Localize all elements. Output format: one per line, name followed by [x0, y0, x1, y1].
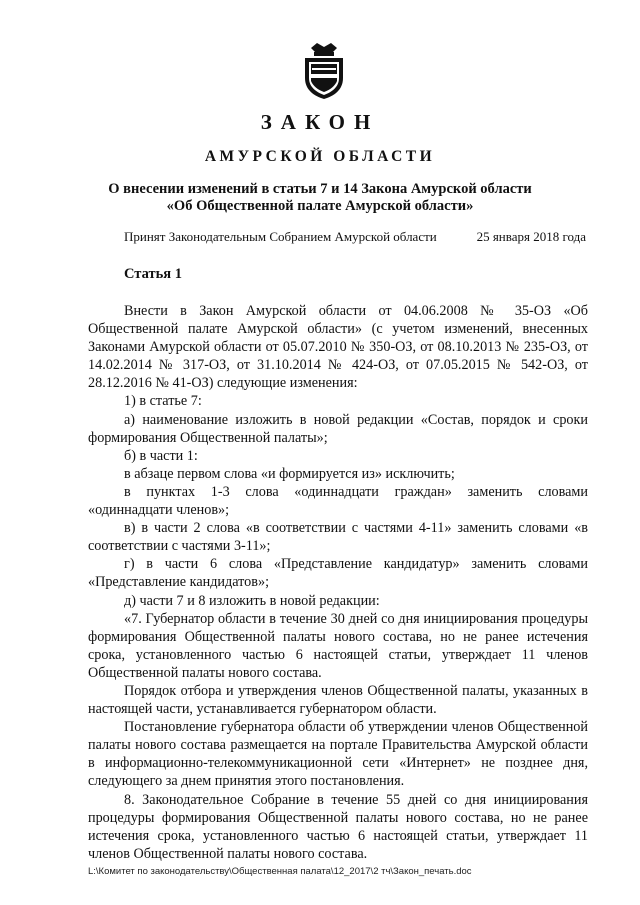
article-body — [88, 302, 588, 863]
paragraph: «7. Губернатор области в течение 30 дней со дня инициирования процедуры формирования Общественной палаты нового состава, но не ранее истечения срока, установленного частью 6 настоящей статьи, утверждает 11 членов Общественной палаты нового состава. — [88, 610, 588, 681]
law-subtitle-line2: «Об Общественной палате Амурской области» — [166, 198, 474, 214]
paragraph: Порядок отбора и утверждения членов Общественной палаты, указанных в настоящей части, устанавливается губернатором области. — [88, 682, 588, 718]
adoption-line — [124, 229, 586, 245]
amur-region-coat-of-arms-icon — [297, 40, 351, 100]
paragraph: Постановление губернатора области об утверждении членов Общественной палаты нового состава размещается на портале Правительства Амурской области в информационно-телекоммуникационной сети «Интернет» не позднее дня, следующего за днем принятия этого постановления. — [88, 719, 588, 790]
law-subtitle-line1: О внесении изменений в статьи 7 и 14 Закона Амурской области — [108, 181, 532, 197]
paragraph: а) наименование изложить в новой редакции «Состав, порядок и сроки формирования Общественной палаты»; — [88, 411, 588, 446]
file-path-footer: L:\Комитет по законодательству\Общественная палата\12_2017\2 тч\Закон_печать.doc — [88, 866, 472, 877]
paragraph: б) в части 1: — [124, 447, 198, 464]
paragraph: в абзаце первом слова «и формируется из» исключить; — [124, 465, 455, 482]
article-heading: Статья 1 — [124, 266, 182, 282]
paragraph: г) в части 6 слова «Представление кандидатур» заменить словами «Представление кандидатов»; — [88, 556, 588, 591]
region-title: АМУРСКОЙ ОБЛАСТИ — [204, 148, 436, 165]
paragraph: в) в части 2 слова «в соответствии с частями 4-11» заменить словами «в соответствии с частями 3-11»; — [88, 520, 588, 555]
paragraph: Внести в Закон Амурской области от 04.06.2008 № 35-ОЗ «Об Общественной палате Амурской области» (с учетом изменений, внесенных Законами Амурской области от 05.07.2010 № 350-ОЗ, от 08.10.2013 № 235-ОЗ, от 14.02.2014 № 317-ОЗ, от 31.10.2014 № 424-ОЗ, от 07.05.2015 № 542-ОЗ, от 28.12.2016 № 41-ОЗ) следующие изменения: — [88, 303, 588, 392]
adopted-date: 25 января 2018 года — [476, 229, 586, 244]
document-type-title: ЗАКОН — [260, 110, 380, 134]
paragraph: 1) в статье 7: — [124, 393, 202, 410]
paragraph: 8. Законодательное Собрание в течение 55 дней со дня инициирования процедуры формирования Общественной палаты нового состава, но не ранее истечения срока, установленного частью 6 настоящей статьи, утверждает 11 членов Общественной палаты нового состава. — [88, 791, 588, 862]
paragraph: д) части 7 и 8 изложить в новой редакции: — [124, 592, 380, 609]
law-subtitle — [0, 181, 640, 215]
adopted-by: Принят Законодательным Собранием Амурской области — [124, 229, 437, 244]
paragraph: в пунктах 1-3 слова «одиннадцати граждан» заменить словами «одиннадцати членов»; — [88, 483, 588, 519]
